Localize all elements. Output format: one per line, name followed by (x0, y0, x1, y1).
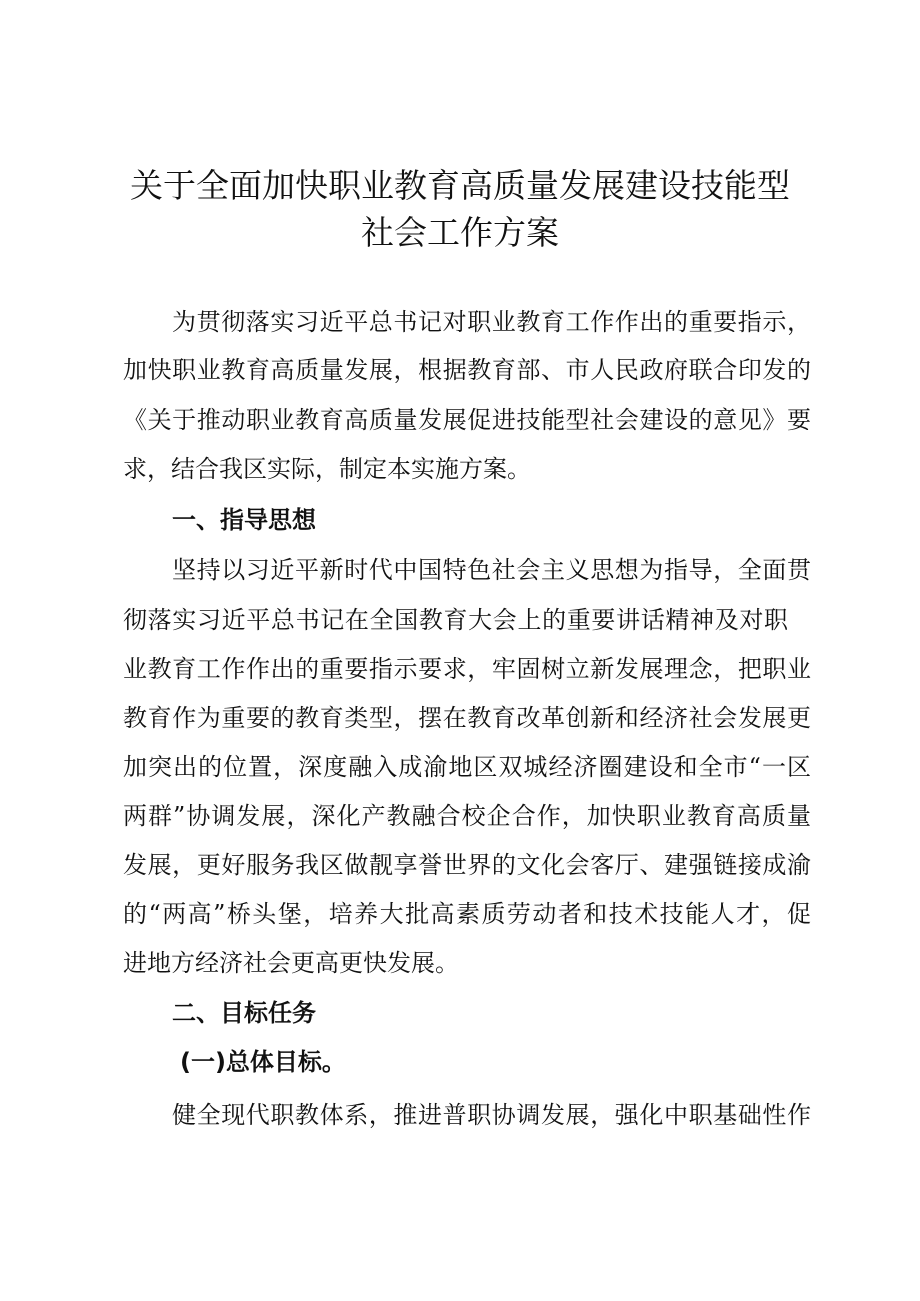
section1-paragraph-line: 的“两高”桥头堡，培养大批高素质劳动者和技术技能人才，促 (123, 900, 811, 928)
intro-paragraph-line: 求，结合我区实际，制定本实施方案。 (123, 455, 531, 483)
section-heading-guiding-ideology: 一、指导思想 (172, 506, 316, 534)
intro-paragraph-line: 《关于推动职业教育高质量发展促进技能型社会建设的意见》要 (123, 406, 811, 434)
section1-paragraph-line: 彻落实习近平总书记在全国教育大会上的重要讲话精神及对职 (123, 606, 788, 634)
section1-paragraph-line: 教育作为重要的教育类型，摆在教育改革创新和经济社会发展更 (123, 704, 811, 732)
subsection1-paragraph-line: 健全现代职教体系，推进普职协调发展，强化中职基础性作 (172, 1101, 811, 1129)
section1-paragraph-line: 两群”协调发展，深化产教融合校企合作，加快职业教育高质量 (123, 802, 811, 830)
section1-paragraph-line: 业教育工作作出的重要指示要求，牢固树立新发展理念，把职业 (123, 655, 811, 683)
section1-paragraph-line: 加突出的位置，深度融入成渝地区双城经济圈建设和全市“一区 (123, 753, 811, 781)
section1-paragraph-line: 坚持以习近平新时代中国特色社会主义思想为指导，全面贯 (172, 556, 811, 584)
intro-paragraph-line: 加快职业教育高质量发展，根据教育部、市人民政府联合印发的 (123, 356, 811, 384)
intro-paragraph-line: 为贯彻落实习近平总书记对职业教育工作作出的重要指示， (172, 308, 811, 336)
section-heading-goals-tasks: 二、目标任务 (172, 999, 316, 1027)
section1-paragraph-line: 发展，更好服务我区做靓享誉世界的文化会客厅、建强链接成渝 (123, 851, 811, 879)
document-title-line-1: 关于全面加快职业教育高质量发展建设技能型 (130, 166, 790, 205)
section1-paragraph-line: 进地方经济社会更高更快发展。 (123, 949, 459, 977)
subsection-heading-overall-goals: (一)总体目标。 (180, 1048, 346, 1076)
document-title-line-2: 社会工作方案 (361, 213, 559, 252)
